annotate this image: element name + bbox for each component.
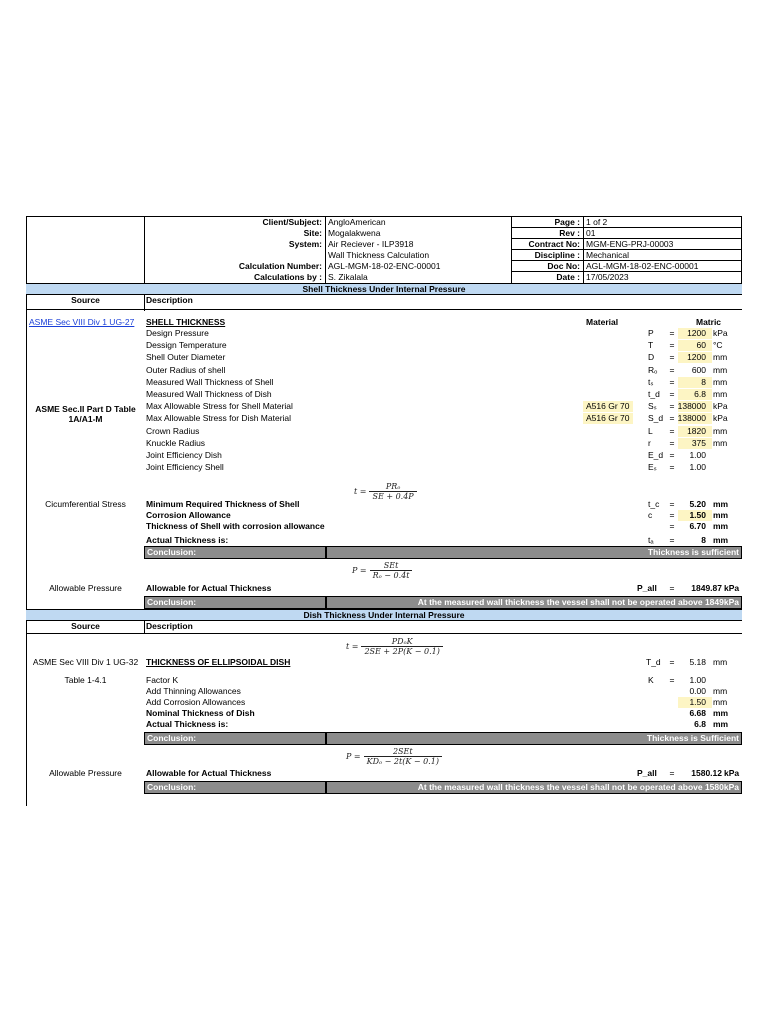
dish-source-header: Source [71,621,100,631]
shell-actual-value: 8 [701,535,706,545]
shell-row-symbol: L [648,426,653,436]
shell-row-desc: Crown Radius [146,426,200,436]
calcby-label: Calculations by : [253,272,322,282]
site-value: Mogalakwena [328,228,381,238]
shell-actual-label: Actual Thickness is: [146,535,229,545]
dish-row-unit: mm [713,719,729,729]
dish-row-eq: = [669,675,675,685]
shell-row-eq: = [669,438,675,448]
dish-ref: ASME Sec VIII Div 1 UG-32 [32,657,139,667]
date-label: Date : [556,272,580,282]
rev-value: 01 [586,228,596,238]
shell-row-desc: Measured Wall Thickness of Shell [146,377,274,387]
shell-section-title: Shell Thickness Under Internal Pressure [26,283,742,295]
dish-conclusion-label: Conclusion: [144,732,326,745]
shell-row-desc: Max Allowable Stress for Shell Material [146,401,293,411]
calc-title: Wall Thickness Calculation [328,250,430,260]
docno-value: AGL-MGM-18-02-ENC-00001 [586,261,699,271]
shell-row-value: 1200 [687,352,706,362]
page-value: 1 of 2 [586,217,608,227]
shell-row-desc: Knuckle Radius [146,438,206,448]
shell-row-eq: = [669,450,675,460]
calcnum-label: Calculation Number: [238,261,322,271]
system-label: System: [288,239,322,249]
circ-row-unit: mm [713,499,729,509]
dish-section-title: Dish Thickness Under Internal Pressure [26,609,742,621]
circ-row-value: 5.20 [689,499,706,509]
shell-desc-header: Description [146,295,193,305]
circ-stress-label: Cicumferential Stress [45,499,126,509]
shell-row-desc: Joint Efficiency Dish [146,450,222,460]
dish-allow-label: Allowable Pressure [49,768,122,778]
shell-row-unit: mm [713,426,728,436]
dish-row-desc: Nominal Thickness of Dish [146,708,255,718]
shell-row-desc: Joint Efficiency Shell [146,462,224,472]
circ-row-symbol: c [648,510,653,520]
dish-row-unit: mm [713,697,728,707]
shell-row-unit: mm [713,438,728,448]
circ-row-unit: mm [713,510,729,520]
shell-row-eq: = [669,365,675,375]
system-value: Air Reciever - ILP3918 [328,239,414,249]
material-header: Material [586,317,619,327]
page-label: Page : [554,217,580,227]
circ-row-eq: = [669,510,675,520]
dish-allow-sym: P_all [637,768,657,778]
shell-table-ref: ASME Sec.II Part D Table 1A/A1-M [35,404,136,424]
shell-allow-label: Allowable Pressure [49,583,122,593]
shell-row-value: 1.00 [689,462,706,472]
shell-row-symbol: E_d [648,450,664,460]
dish-row-desc: Actual Thickness is: [146,719,229,729]
shell-row-symbol: Rₒ [648,365,658,375]
shell-row-unit: kPa [713,328,728,338]
shell-row-eq: = [669,377,675,387]
shell-row-material: A516 Gr 70 [586,401,630,411]
shell-allow-unit: kPa [724,583,740,593]
dish-table-ref: Table 1-4.1 [64,675,107,685]
dish-allow-value: 1580.12 [691,768,722,778]
shell-row-value: 600 [691,365,706,375]
dish-td-value: 5.18 [689,657,706,667]
calcby-value: S. Zikalala [328,272,368,282]
dish-row-value: 6.68 [689,708,706,718]
shell-row-value: 138000 [677,413,706,423]
shell-row-symbol: tₛ [648,377,654,387]
date-value: 17/05/2023 [586,272,629,282]
shell-row-desc: Outer Radius of shell [146,365,226,375]
shell-actual-unit: mm [713,535,729,545]
dish-allow-unit: kPa [724,768,740,778]
shell-row-value: 60 [696,340,706,350]
dish-row-desc: Factor K [146,675,179,685]
shell-conclusion2-label: Conclusion: [144,596,326,609]
shell-conclusion-label: Conclusion: [144,546,326,559]
shell-thickness-formula: t = $\frac{\text{PRₒ}}{SE + 0.4P}$ [354,482,417,501]
dish-conclusion-text: Thickness is Sufficient [326,732,742,745]
dish-row-value: 1.00 [689,675,706,685]
shell-row-desc: Dessign Temperature [146,340,227,350]
shell-row-eq: = [669,462,675,472]
shell-row-desc: Shell Outer Diameter [146,352,226,362]
shell-ref-link[interactable]: ASME Sec VIII Div 1 UG-27 [29,317,135,327]
dish-row-desc: Add Corrosion Allowances [146,697,246,707]
dish-heading: THICKNESS OF ELLIPSOIDAL DISH [146,657,291,667]
shell-row-unit: mm [713,365,728,375]
circ-row-desc: Corrosion Allowance [146,510,231,520]
calcnum-value: AGL-MGM-18-02-ENC-00001 [328,261,441,271]
shell-row-desc: Measured Wall Thickness of Dish [146,389,272,399]
shell-row-eq: = [669,328,675,338]
shell-row-value: 6.8 [694,389,706,399]
site-label: Site: [303,228,322,238]
shell-conclusion2-text: At the measured wall thickness the vessel shall not be operated above 1849kPa [326,596,742,609]
rev-label: Rev : [559,228,580,238]
shell-row-value: 1820 [687,426,706,436]
circ-row-desc: Thickness of Shell with corrosion allowance [146,521,325,531]
circ-row-symbol: t_c [648,499,660,509]
shell-row-value: 8 [701,377,706,387]
shell-row-unit: mm [713,389,728,399]
dish-pressure-formula: P = $\frac{\text{2SEt}}{\text{KDₒ − 2t(K − 0.1)}}$ [346,747,442,766]
shell-heading: SHELL THICKNESS [146,317,226,327]
matric-header: Matric [696,317,722,327]
shell-row-symbol: r [648,438,651,448]
dish-row-unit: mm [713,708,729,718]
dish-allow-eq: = [669,768,675,778]
shell-allow-sym: P_all [637,583,657,593]
circ-row-value: 1.50 [689,510,706,520]
shell-row-symbol: Eₛ [648,462,657,472]
shell-pressure-formula: P = $\frac{\text{SEt}}{\text{Rₒ − 0.4t}}$ [352,561,412,580]
shell-row-unit: mm [713,377,728,387]
client-value: AngloAmerican [328,217,386,227]
contract-label: Contract No: [528,239,580,249]
shell-actual-sym: tₐ [648,535,654,545]
dish-row-value: 6.8 [694,719,706,729]
docno-label: Doc No: [547,261,580,271]
shell-row-unit: kPa [713,413,728,423]
shell-row-symbol: T [648,340,654,350]
shell-row-value: 138000 [677,401,706,411]
dish-row-value: 0.00 [689,686,706,696]
dish-td-eq: = [669,657,675,667]
dish-conclusion2-text: At the measured wall thickness the vessel shall not be operated above 1580kPa [326,781,742,794]
shell-allow-eq: = [669,583,675,593]
shell-row-desc: Design Pressure [146,328,209,338]
shell-row-eq: = [669,352,675,362]
shell-row-symbol: t_d [648,389,660,399]
shell-row-eq: = [669,340,675,350]
shell-row-value: 1.00 [689,450,706,460]
shell-row-symbol: Sₛ [648,401,657,411]
dish-allow-desc: Allowable for Actual Thickness [146,768,272,778]
shell-conclusion-text: Thickness is sufficient [326,546,742,559]
contract-value: MGM-ENG-PRJ-00003 [586,239,674,249]
discipline-label: Discipline : [534,250,580,260]
dish-row-value: 1.50 [689,697,706,707]
shell-row-unit: °C [713,340,723,350]
shell-row-eq: = [669,426,675,436]
dish-row-desc: Add Thinning Allowances [146,686,241,696]
circ-row-eq: = [669,521,675,531]
circ-row-value: 6.70 [689,521,706,531]
shell-row-unit: kPa [713,401,728,411]
shell-row-eq: = [669,389,675,399]
discipline-value: Mechanical [586,250,629,260]
shell-row-symbol: P [648,328,654,338]
shell-actual-eq: = [669,535,675,545]
circ-row-desc: Minimum Required Thickness of Shell [146,499,300,509]
shell-row-symbol: S_d [648,413,664,423]
shell-row-eq: = [669,413,675,423]
shell-row-material: A516 Gr 70 [586,413,630,423]
shell-row-eq: = [669,401,675,411]
shell-allow-value: 1849.87 [691,583,722,593]
dish-td-unit: mm [713,657,728,667]
shell-allow-desc: Allowable for Actual Thickness [146,583,272,593]
shell-row-symbol: D [648,352,655,362]
shell-source-header: Source [71,295,100,305]
dish-td-sym: T_d [646,657,661,667]
circ-row-eq: = [669,499,675,509]
shell-row-desc: Max Allowable Stress for Dish Material [146,413,292,423]
circ-row-unit: mm [713,521,729,531]
client-label: Client/Subject: [262,217,322,227]
dish-row-unit: mm [713,686,728,696]
dish-desc-header: Description [146,621,193,631]
dish-conclusion2-label: Conclusion: [144,781,326,794]
dish-row-symbol: K [648,675,654,685]
shell-row-value: 375 [691,438,706,448]
shell-row-value: 1200 [687,328,706,338]
dish-thickness-formula: t = $\frac{\text{PDₒK}}{2SE + 2P(K - 0.1)}$ [346,637,443,656]
shell-row-unit: mm [713,352,728,362]
